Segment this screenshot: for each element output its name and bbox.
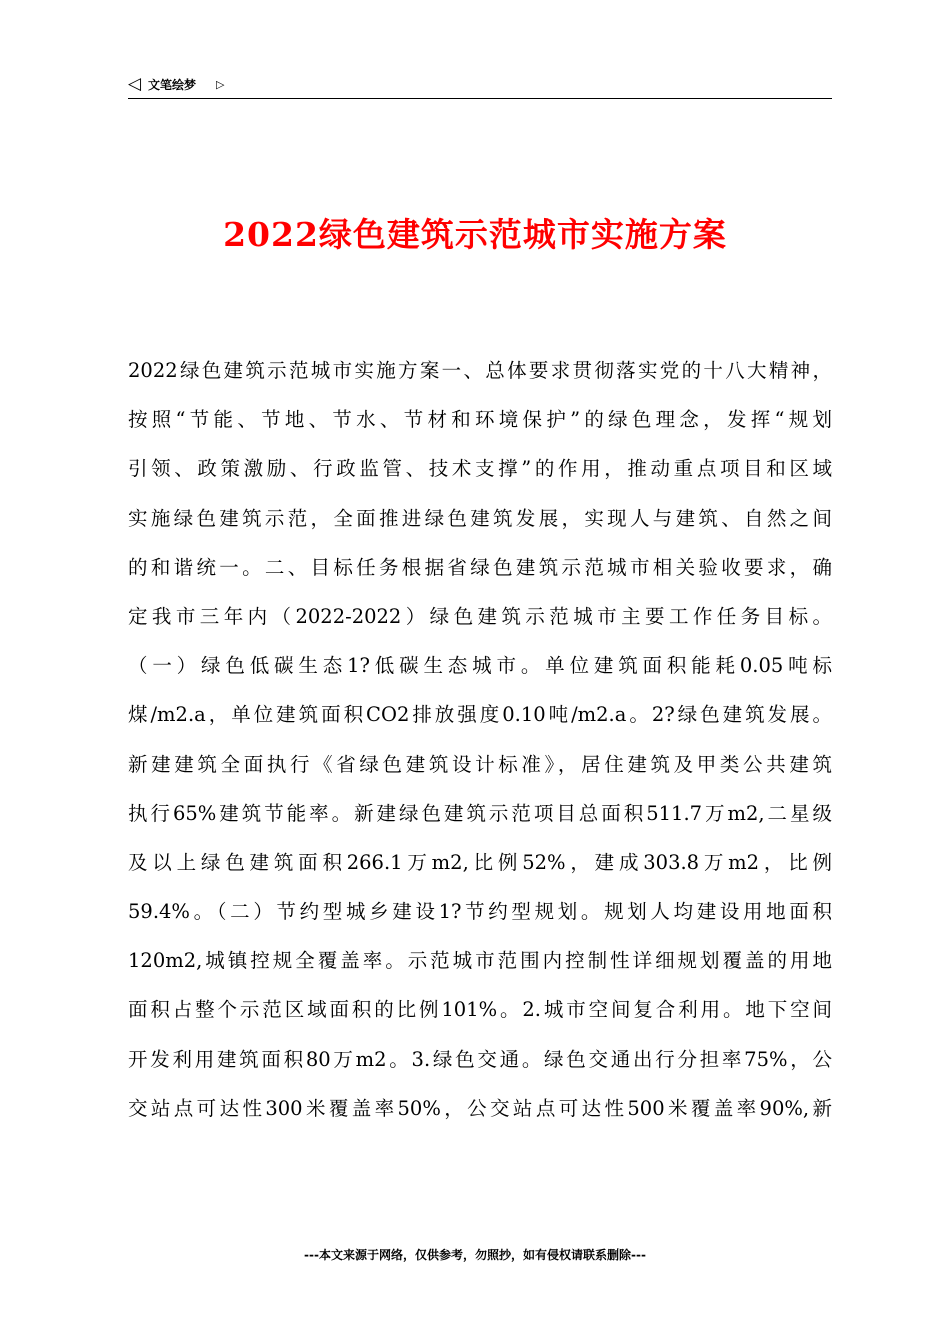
body-line: 煤/m2.a，单位建筑面积CO2排放强度0.10吨/m2.a。2?绿色建筑发展。 — [128, 703, 832, 727]
page-header — [128, 72, 832, 99]
body-line: 引领、政策激励、行政监管、技术支撑”的作用，推动重点项目和区域 — [128, 457, 832, 481]
body-line: 2022绿色建筑示范城市实施方案一、总体要求贯彻落实党的十八大精神， — [128, 359, 832, 382]
header-brand: 文笔绘梦 — [148, 78, 197, 92]
triangle-right-icon: ▷ — [216, 78, 225, 91]
page-footer-disclaimer: ---本文来源于网络，仅供参考，勿照抄，如有侵权请联系删除--- — [304, 1248, 646, 1262]
document-body — [128, 346, 832, 1133]
body-line: 120m2,城镇控规全覆盖率。示范城市范围内控制性详细规划覆盖的用地 — [128, 949, 832, 973]
triangle-left-icon: ◁ — [128, 74, 142, 94]
body-line: 交站点可达性300米覆盖率50%，公交站点可达性500米覆盖率90%,新 — [128, 1096, 832, 1120]
body-line: 新建建筑全面执行《省绿色建筑设计标准》，居住建筑及甲类公共建筑 — [128, 752, 832, 776]
body-line: 实施绿色建筑示范，全面推进绿色建筑发展，实现人与建筑、自然之间 — [128, 506, 832, 530]
body-line: 执行65%建筑节能率。新建绿色建筑示范项目总面积511.7万m2,二星级 — [128, 801, 832, 825]
document-title: 2022绿色建筑示范城市实施方案 — [223, 215, 727, 254]
body-line: 按照“节能、节地、节水、节材和环境保护”的绿色理念，发挥“规划 — [128, 408, 832, 432]
body-line: 59.4%。（二）节约型城乡建设1?节约型规划。规划人均建设用地面积 — [128, 900, 832, 924]
body-line: 及以上绿色建筑面积266.1万m2,比例52%，建成303.8万m2，比例 — [128, 850, 832, 874]
body-line: 面积占整个示范区域面积的比例101%。2.城市空间复合利用。地下空间 — [128, 998, 832, 1022]
body-line: 的和谐统一。二、目标任务根据省绿色建筑示范城市相关验收要求，确 — [128, 555, 832, 579]
body-line: （一）绿色低碳生态1?低碳生态城市。单位建筑面积能耗0.05吨标 — [128, 654, 832, 678]
body-line: 开发利用建筑面积80万m2。3.绿色交通。绿色交通出行分担率75%，公 — [128, 1047, 832, 1071]
body-line: 定我市三年内（2022-2022）绿色建筑示范城市主要工作任务目标。 — [128, 604, 832, 628]
